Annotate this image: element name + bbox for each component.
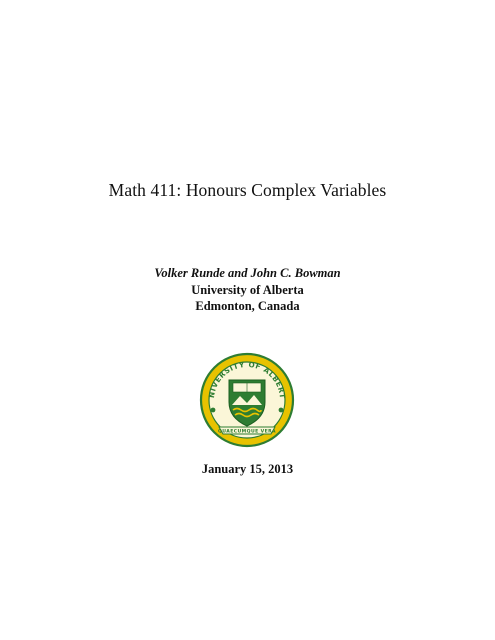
seal-graphic: [197, 350, 297, 450]
university-of-alberta-seal-icon: [197, 350, 297, 450]
author-block: [0, 265, 495, 315]
institution: University of Alberta: [191, 282, 304, 297]
seal-ring-text: NIVERSITY OF ALBERT: [206, 359, 288, 399]
document-date: January 15, 2013: [201, 462, 294, 476]
document-title: Math 411: Honours Complex Variables: [108, 180, 387, 200]
authors: Volker Runde and John C. Bowman: [154, 266, 341, 280]
location: Edmonton, Canada: [195, 299, 300, 313]
seal-banner-text: QUAECUMQUE VERA: [217, 429, 277, 435]
